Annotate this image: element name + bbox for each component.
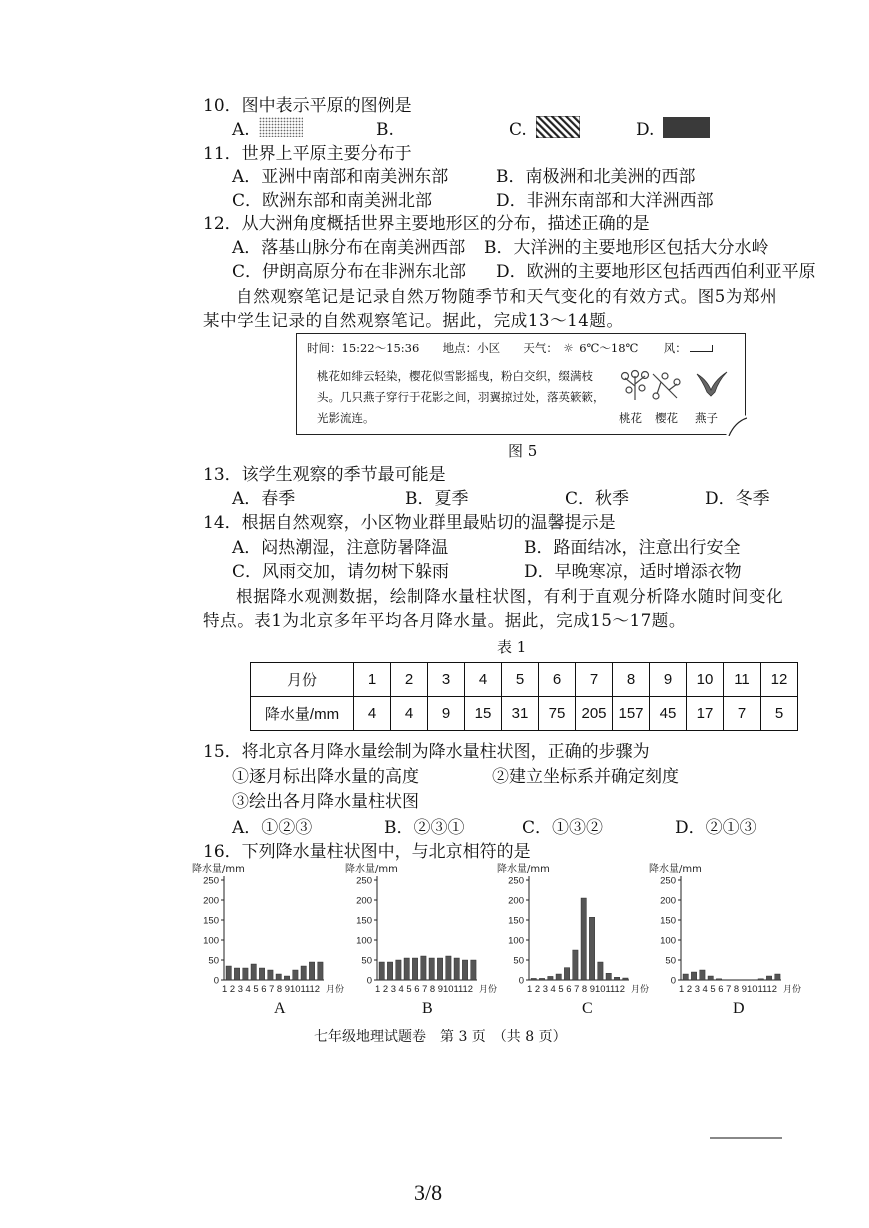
intro-13-line2: 某中学生记录的自然观察笔记。据此，完成13～14题。 — [203, 311, 624, 330]
q13-option-d: D．冬季 — [705, 489, 770, 509]
q14-option-a: A．闷热潮湿，注意防暑降温 — [232, 538, 449, 558]
table-cell: 205 — [576, 697, 613, 731]
bar — [318, 962, 323, 980]
y-tick-label: 150 — [660, 915, 676, 927]
dotted-pattern-icon — [259, 117, 303, 137]
table-header-label: 月份 — [251, 663, 354, 697]
chart-d-letter: D — [733, 1000, 745, 1017]
bar — [276, 974, 281, 980]
y-tick-label: 50 — [513, 955, 524, 967]
table-cell: 5 — [761, 697, 798, 731]
bar — [421, 956, 426, 980]
y-tick-label: 0 — [518, 975, 524, 987]
y-tick-label: 250 — [356, 875, 372, 887]
table-cell: 4 — [354, 697, 391, 731]
q15-step-3: ③绘出各月降水量柱状图 — [232, 792, 419, 812]
q14-option-c: C．风雨交加，请勿树下躲雨 — [232, 562, 450, 582]
q12-option-a: A．落基山脉分布在南美洲西部 — [232, 238, 466, 258]
x-tick-labels: 1 2 3 4 5 6 7 8 9101112 — [679, 984, 777, 994]
q15-step-1: ①逐月标出降水量的高度 — [232, 767, 419, 787]
swallow-label: 燕子 — [695, 411, 718, 425]
y-tick-label: 100 — [508, 935, 524, 947]
bar-chart-a — [190, 862, 345, 1001]
bar-chart-a-svg — [190, 862, 345, 997]
bar-chart-c-svg — [495, 862, 650, 997]
x-tick-labels: 1 2 3 4 5 6 7 8 9101112 — [375, 984, 473, 994]
bar — [396, 960, 401, 980]
y-tick-label: 150 — [203, 915, 219, 927]
table-cell: 10 — [687, 663, 724, 697]
q12-option-d: D．欧洲的主要地形区包括西西伯利亚平原 — [496, 262, 816, 282]
bar — [226, 966, 231, 980]
q13-option-c: C．秋季 — [565, 489, 630, 509]
bar — [548, 976, 553, 980]
q11-stem: 11．世界上平原主要分布于 — [203, 144, 412, 164]
bar — [387, 962, 392, 980]
rainfall-table — [250, 662, 798, 731]
bar — [683, 974, 688, 980]
peach-blossom-icon — [617, 366, 653, 402]
bar — [404, 958, 409, 980]
bar — [598, 962, 603, 980]
q15-option-c: C．①③② — [522, 818, 604, 838]
bar — [716, 979, 721, 980]
chart-c-letter: C — [582, 1000, 593, 1017]
table-cell: 2 — [391, 663, 428, 697]
bar — [284, 976, 289, 980]
chart-a-letter: A — [274, 1000, 286, 1017]
intro-15-line2: 特点。表1为北京多年平均各月降水量。据此，完成15～17题。 — [203, 611, 686, 630]
q13-stem: 13．该学生观察的季节最可能是 — [203, 465, 446, 485]
y-tick-label: 150 — [356, 915, 372, 927]
q15-option-b: B．②③① — [384, 818, 465, 838]
table-row-label: 降水量/mm — [251, 697, 354, 731]
bar — [614, 977, 619, 980]
bar — [462, 960, 467, 980]
y-tick-label: 0 — [213, 975, 219, 987]
y-tick-label: 200 — [660, 895, 676, 907]
y-tick-label: 0 — [366, 975, 372, 987]
note-header — [307, 340, 713, 356]
q14-option-d: D．早晚寒凉，适时增添衣物 — [524, 562, 742, 582]
q11-option-d: D．非洲东南部和大洋洲西部 — [496, 191, 714, 211]
note-time: 时间：15:22～15:36 — [307, 341, 420, 355]
swallow-icon — [695, 370, 729, 398]
table-cell: 7 — [576, 663, 613, 697]
table-cell: 7 — [724, 697, 761, 731]
q10-option-d: D. — [636, 120, 655, 140]
y-axis-label: 降水量/mm — [649, 864, 702, 875]
y-tick-label: 50 — [208, 955, 219, 967]
note-temp: 6℃～18℃ — [579, 341, 639, 355]
q13-option-b: B．夏季 — [405, 489, 469, 509]
dotted-legend-swatch — [259, 117, 303, 137]
solid-legend-swatch — [663, 117, 710, 138]
q10-option-c: C. — [509, 120, 527, 140]
y-tick-label: 100 — [356, 935, 372, 947]
q14-stem: 14．根据自然观察，小区物业群里最贴切的温馨提示是 — [203, 513, 616, 533]
bar-chart-b-svg — [343, 862, 498, 997]
intro-13-line1: 自然观察笔记是记录自然万物随季节和天气变化的有效方式。图5为郑州 — [236, 287, 778, 306]
bar — [623, 978, 628, 980]
table-cell: 12 — [761, 663, 798, 697]
figure5-caption: 图 5 — [508, 442, 538, 460]
table-cell: 45 — [650, 697, 687, 731]
y-tick-label: 200 — [356, 895, 372, 907]
y-tick-label: 100 — [660, 935, 676, 947]
x-axis-unit: 月份 — [326, 985, 345, 995]
bar — [379, 962, 384, 980]
q13-option-a: A．春季 — [232, 489, 296, 509]
q11-option-a: A．亚洲中南部和南美洲东部 — [232, 167, 449, 187]
q10-option-a: A. — [232, 120, 250, 140]
table-row — [251, 697, 798, 731]
nature-note-card — [296, 333, 746, 435]
bar — [471, 960, 476, 980]
bar — [251, 964, 256, 980]
page-curl-corner — [725, 414, 747, 436]
bar — [454, 958, 459, 980]
x-axis-unit: 月份 — [631, 985, 650, 995]
y-tick-label: 200 — [203, 895, 219, 907]
bar — [700, 970, 705, 980]
bar — [309, 962, 314, 980]
y-tick-label: 250 — [508, 875, 524, 887]
bar — [268, 970, 273, 980]
y-tick-label: 150 — [508, 915, 524, 927]
cherry-blossom-icon — [649, 370, 681, 402]
bar-chart-c — [495, 862, 650, 1001]
q12-option-c: C．伊朗高原分布在非洲东北部 — [232, 262, 467, 282]
bar — [234, 968, 239, 980]
q15-stem: 15．将北京各月降水量绘制为降水量柱状图，正确的步骤为 — [203, 742, 650, 762]
page-footer: 七年级地理试题卷 第 3 页 （共 8 页） — [314, 1029, 567, 1045]
bar — [531, 978, 536, 980]
bar — [412, 958, 417, 980]
bar — [708, 976, 713, 980]
bar — [758, 979, 763, 980]
table-cell: 11 — [724, 663, 761, 697]
table-cell: 4 — [391, 697, 428, 731]
table1-title: 表 1 — [497, 638, 527, 656]
wind-icon — [690, 345, 713, 352]
bar — [573, 950, 578, 980]
bar — [606, 973, 611, 980]
table-cell: 1 — [354, 663, 391, 697]
hatched-legend-swatch — [536, 116, 580, 138]
table-cell: 6 — [539, 663, 576, 697]
bar-chart-d — [647, 862, 807, 1001]
sun-cloud-icon: ☼ — [563, 341, 574, 355]
y-tick-label: 0 — [670, 975, 676, 987]
intro-15-line1: 根据降水观测数据，绘制降水量柱状图，有利于直观分析降水随时间变化 — [236, 587, 784, 606]
y-axis-label: 降水量/mm — [345, 864, 398, 875]
bar — [556, 974, 561, 980]
page-number: 3/8 — [414, 1180, 443, 1205]
q12-option-b: B．大洋洲的主要地形区包括大分水岭 — [484, 238, 769, 258]
y-tick-label: 250 — [203, 875, 219, 887]
hatched-pattern-icon — [536, 116, 580, 138]
bar-chart-b — [343, 862, 498, 1001]
scan-mark — [710, 1137, 782, 1139]
q15-option-d: D．②①③ — [675, 818, 757, 838]
y-tick-label: 100 — [203, 935, 219, 947]
y-tick-label: 50 — [361, 955, 372, 967]
table-cell: 31 — [502, 697, 539, 731]
y-axis-label: 降水量/mm — [192, 864, 245, 875]
x-tick-labels: 1 2 3 4 5 6 7 8 9101112 — [222, 984, 320, 994]
table-cell: 75 — [539, 697, 576, 731]
bar — [293, 970, 298, 980]
q12-stem: 12．从大洲角度概括世界主要地形区的分布，描述正确的是 — [203, 214, 650, 234]
bar — [775, 974, 780, 980]
chart-b-letter: B — [422, 1000, 433, 1017]
table-header-row — [251, 663, 798, 697]
bar — [539, 978, 544, 980]
bar — [259, 968, 264, 980]
q11-option-b: B．南极洲和北美洲的西部 — [496, 167, 696, 187]
bar — [564, 968, 569, 980]
table-cell: 4 — [465, 663, 502, 697]
bar — [581, 898, 586, 980]
y-axis-label: 降水量/mm — [497, 864, 550, 875]
table-cell: 9 — [428, 697, 465, 731]
y-tick-label: 200 — [508, 895, 524, 907]
q15-step-2: ②建立坐标系并确定刻度 — [492, 767, 679, 787]
q16-stem: 16．下列降水量柱状图中，与北京相符的是 — [203, 842, 531, 862]
table-cell: 15 — [465, 697, 502, 731]
cherry-blossom-label: 樱花 — [655, 411, 678, 425]
bar — [243, 968, 248, 980]
x-tick-labels: 1 2 3 4 5 6 7 8 9101112 — [527, 984, 625, 994]
table-cell: 5 — [502, 663, 539, 697]
note-body: 桃花如绯云轻染，樱花似雪影摇曳，粉白交织，缀满枝头。几只燕子穿行于花影之间，羽翼掠过处，落英簌簌，光影流连。 — [317, 369, 605, 425]
peach-blossom-label: 桃花 — [619, 411, 642, 425]
table-cell: 3 — [428, 663, 465, 697]
table-cell: 9 — [650, 663, 687, 697]
q11-option-c: C．欧洲东部和南美洲北部 — [232, 191, 433, 211]
bar — [429, 958, 434, 980]
table-cell: 8 — [613, 663, 650, 697]
y-tick-label: 50 — [665, 955, 676, 967]
q15-option-a: A．①②③ — [232, 818, 313, 838]
bar — [446, 956, 451, 980]
bar — [766, 976, 771, 980]
y-tick-label: 250 — [660, 875, 676, 887]
bar — [437, 958, 442, 980]
x-axis-unit: 月份 — [783, 985, 802, 995]
note-wind: 风： — [663, 341, 687, 355]
x-axis-unit: 月份 — [479, 985, 498, 995]
q14-option-b: B．路面结冰，注意出行安全 — [524, 538, 741, 558]
table-cell: 17 — [687, 697, 724, 731]
bar — [301, 966, 306, 980]
bar — [589, 917, 594, 980]
note-weather: 天气： — [523, 341, 558, 355]
bar — [691, 972, 696, 980]
note-place: 地点：小区 — [442, 341, 501, 355]
table-cell: 157 — [613, 697, 650, 731]
q10-option-b: B. — [376, 120, 394, 140]
bar-chart-d-svg — [647, 862, 807, 997]
q10-stem: 10．图中表示平原的图例是 — [203, 96, 412, 116]
